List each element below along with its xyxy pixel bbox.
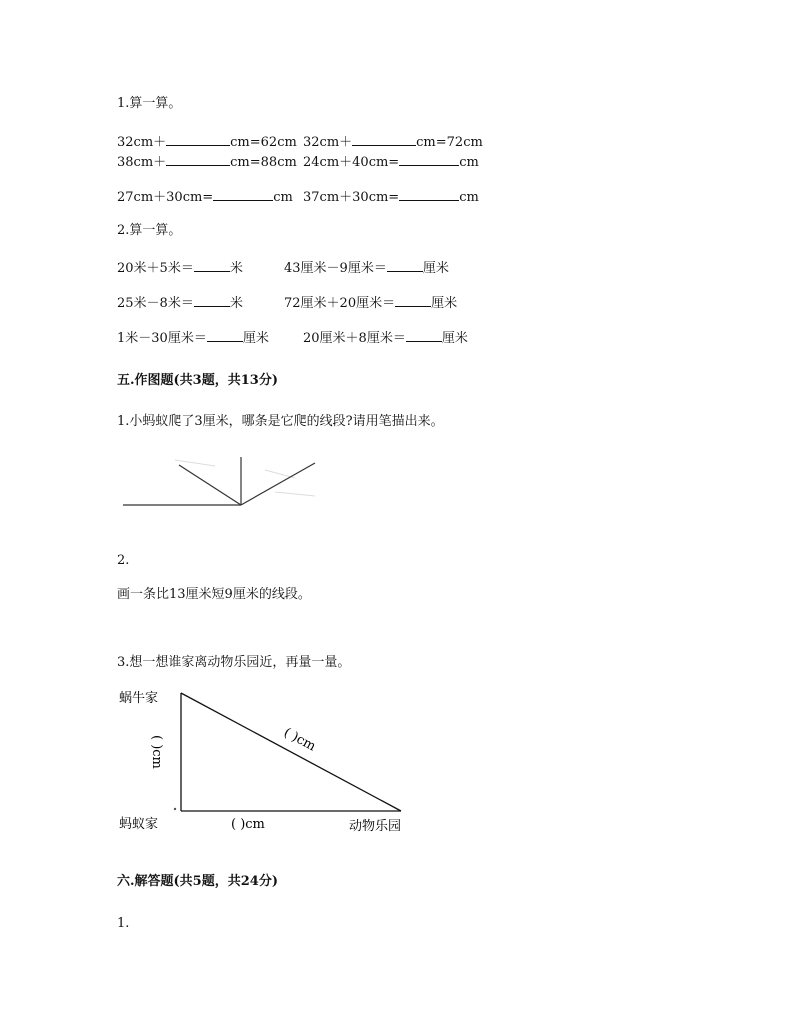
answer-blank[interactable]: [166, 153, 230, 166]
answer-blank[interactable]: [352, 133, 416, 146]
triangle-hypotenuse: [181, 693, 401, 811]
q1-row2-a: [117, 153, 297, 171]
q1-row2-b: [303, 153, 479, 171]
section5-q3-text: 3.想一想谁家离动物乐园近，再量一量。: [117, 655, 351, 670]
snail-home-label: 蜗牛家: [119, 691, 159, 706]
answer-blank[interactable]: [213, 188, 273, 201]
q2-row2-a: [117, 294, 243, 312]
bottom-length-label: ( )cm: [231, 817, 265, 832]
q1-row1-a: [117, 133, 297, 151]
q2-row2-b: [284, 294, 457, 312]
answer-blank[interactable]: [399, 153, 459, 166]
q2-r2a-pre: 25米－8米＝: [117, 296, 194, 311]
answer-blank[interactable]: [166, 133, 230, 146]
faint-mark: [275, 492, 315, 496]
q1-r3b-pre: 37cm＋30cm=: [303, 190, 400, 205]
q2-r1a-post: 米: [229, 261, 243, 276]
answer-blank[interactable]: [395, 294, 431, 307]
q1-r3a-pre: 27cm＋30cm=: [117, 190, 214, 205]
q1-row3-b: [303, 188, 479, 206]
answer-blank[interactable]: [207, 329, 243, 342]
q2-row1-a: [117, 259, 243, 277]
q1-title: 1.算一算。: [117, 96, 182, 111]
section5-q2-text: 画一条比13厘米短9厘米的线段。: [117, 587, 311, 602]
q2-row3-a: [117, 329, 269, 347]
q2-r3b-post: 厘米: [441, 331, 468, 346]
q1-r2b-pre: 24cm＋40cm=: [303, 155, 400, 170]
hypotenuse-length-label: ( )cm: [281, 725, 319, 755]
q2-r1b-pre: 43厘米－9厘米＝: [284, 261, 387, 276]
q1-r3b-post: cm: [459, 190, 479, 205]
q2-r3a-pre: 1米－30厘米＝: [117, 331, 207, 346]
q1-r1a-pre: 32cm＋: [117, 135, 167, 150]
section6-heading: 六.解答题(共5题，共24分): [117, 874, 278, 889]
answer-blank[interactable]: [194, 294, 230, 307]
q2-r2b-pre: 72厘米＋20厘米＝: [284, 296, 396, 311]
q2-r1a-pre: 20米＋5米＝: [117, 261, 194, 276]
section5-heading: 五.作图题(共3题，共13分): [117, 373, 278, 388]
q2-row3-b: [303, 329, 468, 347]
left-side-length-label: ( )cm: [149, 735, 164, 769]
q2-r2b-post: 厘米: [431, 296, 458, 311]
q1-r2a-post: cm=88cm: [230, 155, 297, 170]
q2-r2a-post: 米: [229, 296, 243, 311]
q2-title: 2.算一算。: [117, 223, 182, 238]
ant-lines-figure: [115, 448, 335, 528]
answer-blank[interactable]: [399, 188, 459, 201]
answer-blank[interactable]: [406, 329, 442, 342]
section5-q2-number: 2.: [117, 553, 130, 568]
segment-diagonal-right: [241, 463, 315, 505]
q1-r1b-post: cm=72cm: [416, 135, 483, 150]
faint-mark: [175, 460, 215, 466]
q1-r1a-post: cm=62cm: [230, 135, 297, 150]
q1-r2b-post: cm: [459, 155, 479, 170]
ant-home-label: 蚂蚁家: [119, 817, 159, 832]
q2-r3a-post: 厘米: [242, 331, 269, 346]
answer-blank[interactable]: [194, 259, 230, 272]
q1-r1b-pre: 32cm＋: [303, 135, 353, 150]
triangle-figure: [115, 685, 435, 835]
section6-q1-number: 1.: [117, 916, 130, 931]
q1-r2a-pre: 38cm＋: [117, 155, 167, 170]
q2-r3b-pre: 20厘米＋8厘米＝: [303, 331, 406, 346]
q1-row1-b: [303, 133, 483, 151]
q2-row1-b: [284, 259, 449, 277]
q2-r1b-post: 厘米: [422, 261, 449, 276]
q1-row3-a: [117, 188, 293, 206]
zoo-label: 动物乐园: [349, 819, 402, 834]
ant-home-dot: [174, 808, 176, 810]
answer-blank[interactable]: [387, 259, 423, 272]
q1-r3a-post: cm: [273, 190, 293, 205]
section5-q1-text: 1.小蚂蚁爬了3厘米，哪条是它爬的线段?请用笔描出来。: [117, 414, 444, 429]
segment-diagonal-left: [179, 465, 241, 505]
